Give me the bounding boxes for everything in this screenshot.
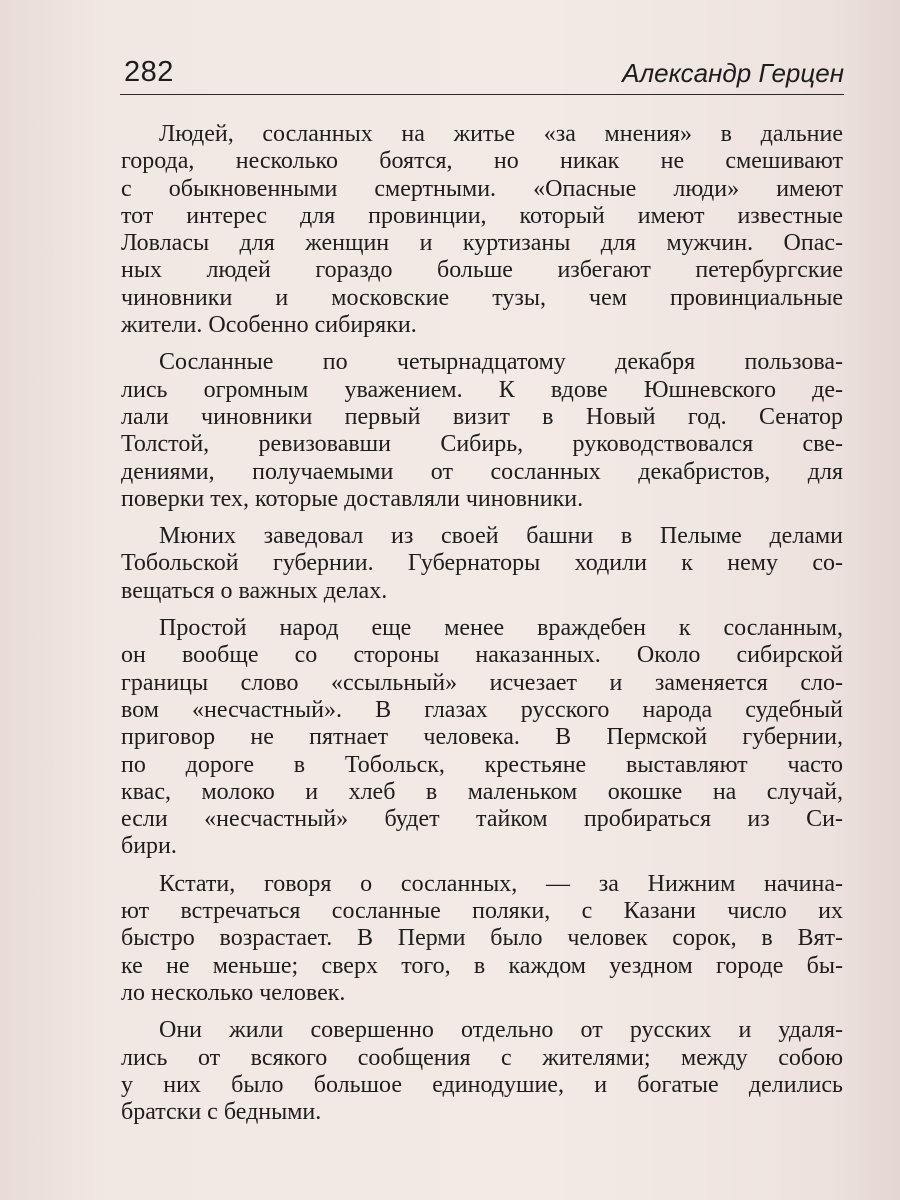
text-line: ке не меньше; сверх того, в каждом уездном городе бы- xyxy=(121,952,843,979)
paragraph xyxy=(121,1017,843,1126)
text-line: с обыкновенными смертными. «Опасные люди» имеют xyxy=(121,175,843,202)
text-line: Тобольской губернии. Губернаторы ходили к нему со- xyxy=(121,550,843,577)
text-line: если «несчастный» будет тайком пробираться из Си- xyxy=(121,806,843,833)
text-line: Простой народ еще менее враждебен к сосланным, xyxy=(159,615,843,642)
text-line: ло несколько человек. xyxy=(121,979,346,1006)
text-line: лись огромным уважением. К вдове Юшневского де- xyxy=(121,376,843,403)
text-line: Толстой, ревизовавши Сибирь, руководствовался све- xyxy=(121,431,843,458)
text-line: вещаться о важных делах. xyxy=(121,577,388,604)
text-line: границы слово «ссыльный» исчезает и заменяется сло- xyxy=(121,669,843,696)
text-line: жители. Особенно сибиряки. xyxy=(121,312,417,339)
paragraph xyxy=(121,349,843,513)
text-line: бири. xyxy=(121,833,177,860)
text-line: лали чиновники первый визит в Новый год. Сенатор xyxy=(121,403,843,430)
text-line: вом «несчастный». В глазах русского народа судебный xyxy=(121,696,843,723)
text-line: быстро возрастает. В Перми было человек сорок, в Вят- xyxy=(121,925,843,952)
text-line: он вообще со стороны наказанных. Около сибирской xyxy=(121,642,843,669)
page-header xyxy=(120,52,844,95)
running-head-author: Александр Герцен xyxy=(622,58,844,88)
text-line: Сосланные по четырнадцатому декабря пользова- xyxy=(159,349,843,376)
paragraph xyxy=(121,615,843,861)
text-line: квас, молоко и хлеб в маленьком окошке на случай, xyxy=(121,778,843,805)
paragraph xyxy=(121,121,843,339)
text-line: чиновники и московские тузы, чем провинциальные xyxy=(121,284,843,311)
text-line: приговор не пятнает человека. В Пермской губернии, xyxy=(121,724,843,751)
text-line: по дороге в Тобольск, крестьяне выставляют часто xyxy=(121,751,843,778)
text-line: дениями, получаемыми от сосланных декабристов, для xyxy=(121,458,843,485)
text-line: Ловласы для женщин и куртизаны для мужчин. Опас- xyxy=(121,230,843,257)
paragraph xyxy=(121,871,843,1007)
text-line: лись от всякого сообщения с жителями; между собою xyxy=(121,1044,843,1071)
text-line: Они жили совершенно отдельно от русских и удаля- xyxy=(159,1017,843,1044)
text-line: Кстати, говоря о сосланных, — за Нижним начина- xyxy=(159,870,843,897)
text-line: ных людей гораздо больше избегают петербургские xyxy=(121,257,843,284)
text-line: поверки тех, которые доставляли чиновники. xyxy=(121,485,584,512)
text-line: города, несколько боятся, но никак не смешивают xyxy=(121,148,843,175)
text-line: ют встречаться сосланные поляки, с Казани число их xyxy=(121,898,843,925)
page-number: 282 xyxy=(124,56,174,88)
paragraph xyxy=(121,523,843,605)
text-line: тот интерес для провинции, который имеют известные xyxy=(121,202,843,229)
text-line: у них было большое единодушие, и богатые делились xyxy=(121,1071,843,1098)
text-line: братски с бедными. xyxy=(121,1099,322,1126)
text-line: Людей, сосланных на житье «за мнения» в дальние xyxy=(159,121,843,147)
text-line: Мюних заведовал из своей башни в Пелыме делами xyxy=(159,523,843,550)
body-text xyxy=(121,121,843,1126)
